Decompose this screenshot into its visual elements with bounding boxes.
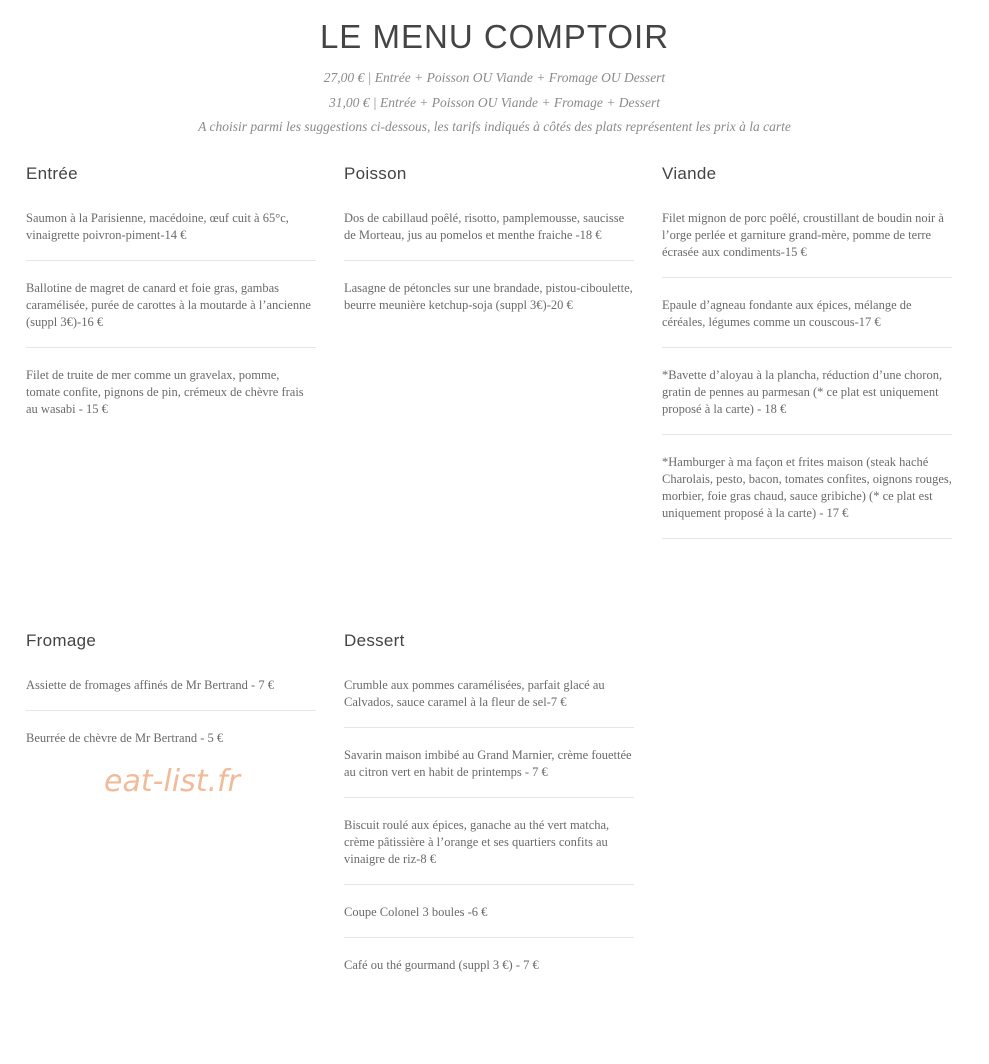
price-line-2: 31,00 € | Entrée + Poisson OU Viande + Fromage + Dessert	[328, 95, 660, 110]
section-poisson	[344, 164, 634, 349]
section-heading-poisson: Poisson	[344, 164, 407, 183]
menu-item: Coupe Colonel 3 boules -6 €	[344, 904, 634, 938]
menu-item: Dos de cabillaud poêlé, risotto, pamplemousse, saucisse de Morteau, jus au pomelos et menthe fraiche -18 €	[344, 210, 634, 261]
section-fromage	[26, 631, 316, 782]
section-heading-dessert: Dessert	[344, 631, 405, 650]
menu-item: *Hamburger à ma façon et frites maison (steak haché Charolais, pesto, bacon, tomates confites, oignons rouges, morbier, foie gras chaud, sauce gribiche) (* ce plat est uniquement proposé à la carte) - 17 €	[662, 454, 952, 539]
section-viande	[662, 164, 952, 558]
watermark: eat-list.fr	[104, 764, 240, 799]
menu-note: A choisir parmi les suggestions ci-dessous, les tarifs indiqués à côtés des plats représentent les prix à la carte	[198, 119, 791, 134]
menu-item: Lasagne de pétoncles sur une brandade, pistou-ciboulette, beurre meunière ketchup-soja (suppl 3€)-20 €	[344, 281, 633, 312]
section-heading-fromage: Fromage	[26, 631, 97, 650]
menu-item: Ballotine de magret de canard et foie gras, gambas caramélisée, purée de carottes à la moutarde à l’ancienne (suppl 3€)-16 €	[26, 280, 316, 348]
section-heading-entree: Entrée	[26, 164, 78, 183]
menu-item: Café ou thé gourmand (suppl 3 €) - 7 €	[344, 958, 539, 972]
menu-item: Filet mignon de porc poêlé, croustillant de boudin noir à l’orge perlée et garniture grand-mère, pomme de terre écrasée aux condiments-15 €	[662, 210, 952, 278]
section-heading-viande: Viande	[662, 164, 717, 183]
section-dessert	[344, 631, 634, 1009]
menu-item: Assiette de fromages affinés de Mr Bertrand - 7 €	[26, 677, 316, 711]
menu-item: Saumon à la Parisienne, macédoine, œuf cuit à 65°c, vinaigrette poivron-piment-14 €	[26, 210, 316, 261]
menu-item: Beurrée de chèvre de Mr Bertrand - 5 €	[26, 731, 224, 745]
page-title: LE MENU COMPTOIR	[319, 18, 670, 55]
menu-item: Filet de truite de mer comme un gravelax, pomme, tomate confite, pignons de pin, crémeux de chèvre frais au wasabi - 15 €	[26, 368, 304, 416]
menu-item: Savarin maison imbibé au Grand Marnier, crème fouettée au citron vert en habit de printemps - 7 €	[344, 747, 634, 798]
menu-item: Epaule d’agneau fondante aux épices, mélange de céréales, légumes comme un couscous-17 €	[662, 297, 952, 348]
menu-item: Biscuit roulé aux épices, ganache au thé vert matcha, crème pâtissière à l’orange et ses quartiers confits au vinaigre de riz-8 €	[344, 817, 634, 885]
menu-item: *Bavette d’aloyau à la plancha, réduction d’une choron, gratin de pennes au parmesan (* ce plat est uniquement proposé à la carte) - 18 €	[662, 367, 952, 435]
section-entree	[26, 164, 316, 453]
price-line-1: 27,00 € | Entrée + Poisson OU Viande + Fromage OU Dessert	[323, 70, 666, 85]
menu-item: Crumble aux pommes caramélisées, parfait glacé au Calvados, sauce caramel à la fleur de sel-7 €	[344, 677, 634, 728]
